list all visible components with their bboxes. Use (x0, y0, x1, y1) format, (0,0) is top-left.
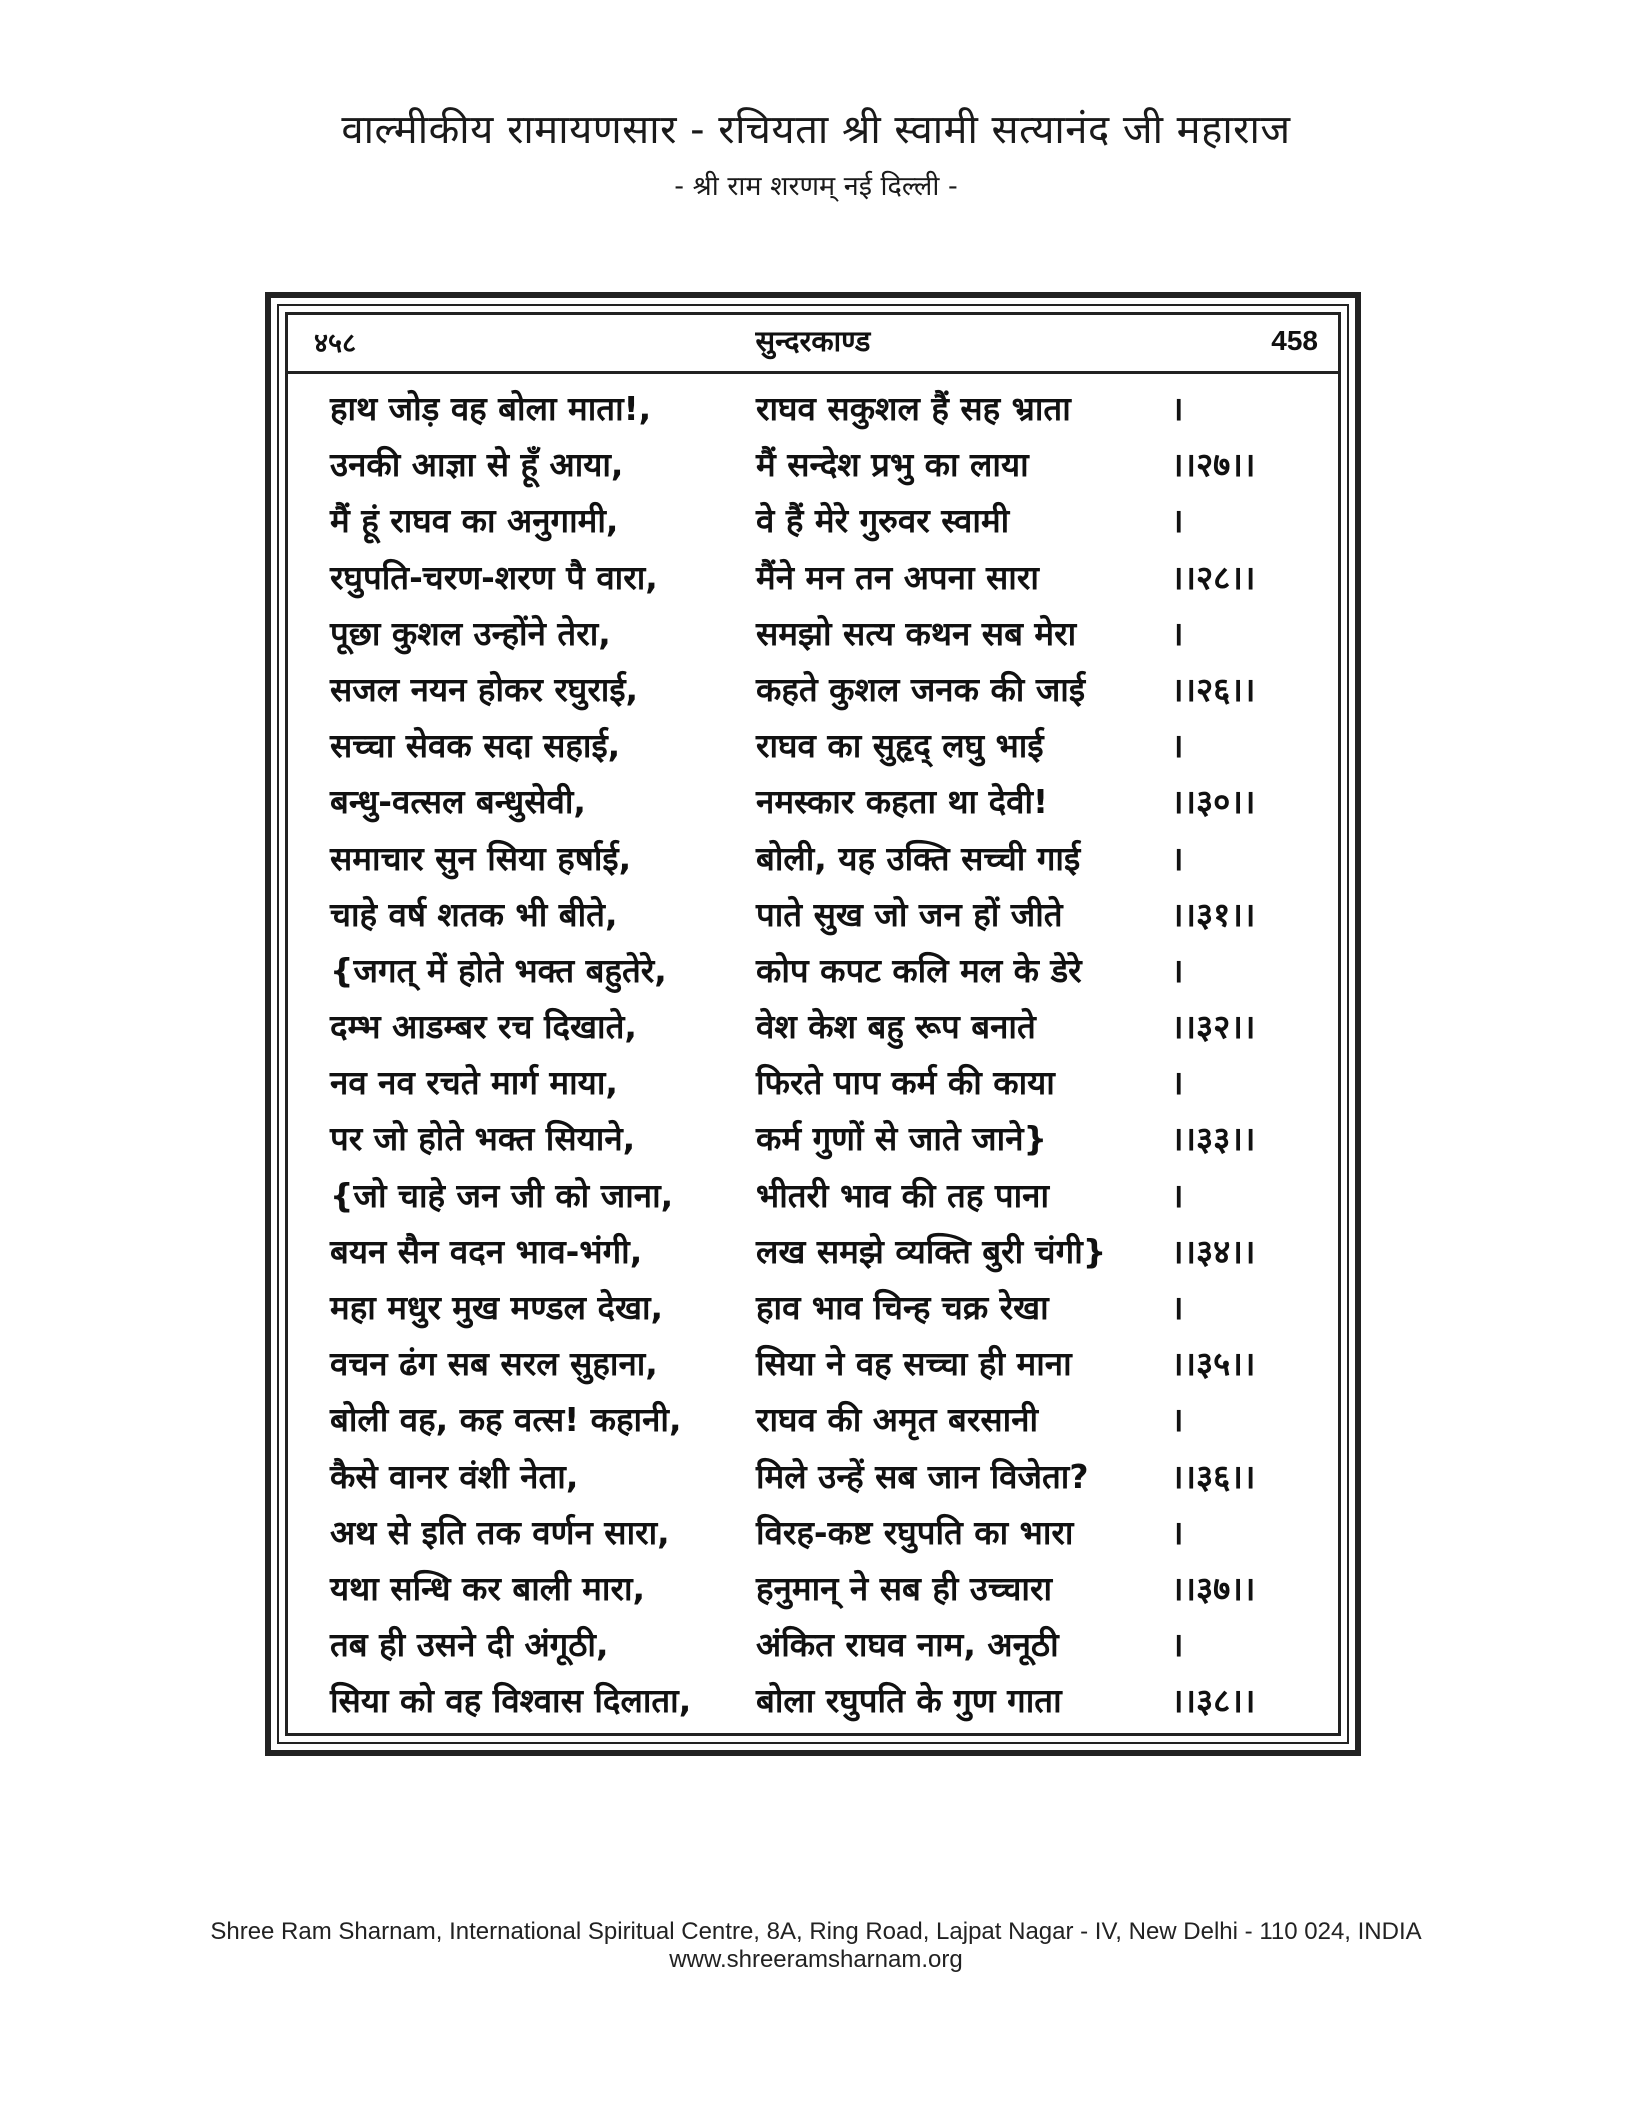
verse-number: ।।३१।। (1171, 894, 1256, 934)
verse-first-half: सिया को वह विश्वास दिलाता, (330, 1681, 692, 1721)
verse-row (288, 1392, 1338, 1448)
verse-number: । (1171, 389, 1184, 428)
footer-url: www.shreeramsharnam.org (669, 1946, 963, 1973)
verse-number: ।।३६।। (1171, 1456, 1256, 1496)
verse-first-half: यथा सन्धि कर बाली मारा, (330, 1568, 646, 1608)
verse-first-half: दम्भ आडम्बर रच दिखाते, (330, 1007, 637, 1047)
verse-first-half: पूछा कुशल उन्होंने तेरा, (330, 613, 611, 653)
verse-row (288, 1336, 1338, 1392)
verse-list (288, 381, 1338, 1730)
verse-row (288, 1055, 1338, 1111)
verse-second-half: कोप कपट कलि मल के डेरे (756, 950, 1082, 990)
verse-second-half: हनुमान् ने सब ही उच्चारा (756, 1568, 1052, 1608)
verse-first-half: तब ही उसने दी अंगूठी, (330, 1625, 609, 1665)
verse-second-half: सिया ने वह सच्चा ही माना (756, 1344, 1072, 1384)
verse-row (288, 1224, 1338, 1280)
page-frame-middle (277, 304, 1349, 1744)
verse-first-half: अथ से इति तक वर्णन सारा, (330, 1512, 670, 1552)
verse-second-half: राघव सकुशल हैं सह भ्राता (756, 389, 1071, 428)
verse-second-half: राघव का सुहृद् लघु भाई (756, 726, 1044, 766)
verse-second-half: कर्म गुणों से जाते जाने} (756, 1119, 1048, 1159)
verse-row (288, 1280, 1338, 1336)
verse-second-half: हाव भाव चिन्ह चक्र रेखा (756, 1288, 1049, 1327)
verse-second-half: समझो सत्य कथन सब मेरा (756, 613, 1077, 653)
verse-first-half: वचन ढंग सब सरल सुहाना, (330, 1344, 658, 1384)
verse-row (288, 718, 1338, 774)
verse-row (288, 437, 1338, 493)
verse-row (288, 381, 1338, 437)
document-title: वाल्मीकीय रामायणसार - रचियता श्री स्वामी सत्यानंद जी महाराज (341, 107, 1291, 153)
verse-number: ।।३७।। (1171, 1568, 1256, 1608)
verse-row (288, 1505, 1338, 1561)
verse-second-half: अंकित राघव नाम, अनूठी (756, 1625, 1059, 1665)
verse-number: ।।३५।। (1171, 1344, 1256, 1384)
verse-number: । (1171, 613, 1184, 653)
verse-row (288, 550, 1338, 606)
verse-row (288, 831, 1338, 887)
verse-number: । (1171, 1175, 1184, 1215)
page-frame (265, 292, 1361, 1756)
verse-row (288, 1449, 1338, 1505)
verse-second-half: फिरते पाप कर्म की काया (756, 1063, 1055, 1103)
verse-first-half: बयन सैन वदन भाव-भंगी, (330, 1231, 643, 1271)
verse-number: ।।२७।। (1171, 445, 1256, 485)
verse-first-half: सच्चा सेवक सदा सहाई, (330, 726, 621, 766)
verse-number: । (1171, 1063, 1184, 1103)
page-frame-inner (285, 312, 1341, 1736)
verse-number: ।।३२।। (1171, 1007, 1256, 1047)
verse-first-half: महा मधुर मुख मण्डल देखा, (330, 1288, 664, 1327)
verse-second-half: वेश केश बहु रूप बनाते (756, 1007, 1036, 1047)
verse-first-half: हाथ जोड़ वह बोला माता!, (330, 389, 652, 428)
verse-first-half: {जो चाहे जन जी को जाना, (330, 1175, 674, 1215)
verse-first-half: उनकी आज्ञा से हूँ आया, (330, 445, 624, 485)
verse-row (288, 606, 1338, 662)
verse-number: ।।३४।। (1171, 1231, 1256, 1271)
verse-first-half: सजल नयन होकर रघुराई, (330, 669, 639, 709)
verse-row (288, 662, 1338, 718)
verse-second-half: पाते सुख जो जन हों जीते (756, 894, 1063, 934)
verse-number: । (1171, 501, 1184, 541)
verse-second-half: मिले उन्हें सब जान विजेता? (756, 1456, 1089, 1496)
verse-second-half: नमस्कार कहता था देवी! (756, 782, 1049, 822)
section-title: सुन्दरकाण्ड (755, 324, 871, 358)
verse-first-half: समाचार सुन सिया हर्षाई, (330, 838, 632, 878)
verse-number: ।।२६।। (1171, 669, 1256, 709)
verse-row (288, 943, 1338, 999)
verse-second-half: मैं सन्देश प्रभु का लाया (756, 445, 1029, 485)
verse-second-half: लख समझे व्यक्ति बुरी चंगी} (756, 1231, 1107, 1271)
verse-first-half: बोली वह, कह वत्स! कहानी, (330, 1400, 682, 1440)
page-number: 458 (1271, 325, 1318, 356)
footer-address: Shree Ram Sharnam, International Spiritual Centre, 8A, Ring Road, Lajpat Nagar - IV, New Delhi - 110 024, INDIA (210, 1918, 1422, 1945)
verse-row (288, 887, 1338, 943)
verse-number: । (1171, 1512, 1184, 1552)
verse-number: । (1171, 1288, 1184, 1327)
verse-number: । (1171, 1625, 1184, 1665)
verse-number: । (1171, 838, 1184, 878)
verse-first-half: नव नव रचते मार्ग माया, (330, 1063, 618, 1103)
verse-second-half: भीतरी भाव की तह पाना (756, 1175, 1050, 1215)
verse-number: ।।३८।। (1171, 1681, 1256, 1721)
verse-row (288, 774, 1338, 830)
verse-first-half: बन्धु-वत्सल बन्धुसेवी, (330, 782, 586, 822)
verse-first-half: मैं हूं राघव का अनुगामी, (330, 501, 619, 541)
verse-second-half: वे हैं मेरे गुरुवर स्वामी (756, 501, 1010, 541)
verse-second-half: विरह-कष्ट रघुपति का भारा (756, 1512, 1074, 1552)
verse-row (288, 1561, 1338, 1617)
verse-second-half: बोली, यह उक्ति सच्ची गाई (756, 838, 1081, 878)
page-number-hindi: ४५८ (314, 328, 357, 359)
verse-row (288, 1617, 1338, 1673)
verse-number: । (1171, 726, 1184, 766)
verse-first-half: पर जो होते भक्त सियाने, (330, 1119, 636, 1159)
verse-first-half: कैसे वानर वंशी नेता, (330, 1456, 579, 1496)
verse-number: ।।३०।। (1171, 782, 1256, 822)
verse-second-half: कहते कुशल जनक की जाई (756, 669, 1086, 709)
verse-row (288, 493, 1338, 549)
page-header (288, 315, 1338, 374)
verse-first-half: {जगत् में होते भक्त बहुतेरे, (330, 950, 667, 990)
verse-second-half: बोला रघुपति के गुण गाता (756, 1681, 1062, 1721)
verse-number: । (1171, 950, 1184, 990)
verse-second-half: मैंने मन तन अपना सारा (756, 557, 1039, 597)
verse-first-half: चाहे वर्ष शतक भी बीते, (330, 894, 618, 934)
document-subtitle: - श्री राम शरणम् नई दिल्ली - (674, 171, 958, 202)
verse-number: ।।३३।। (1171, 1119, 1256, 1159)
verse-number: ।।२८।। (1171, 557, 1256, 597)
verse-row (288, 1673, 1338, 1729)
verse-second-half: राघव की अमृत बरसानी (756, 1400, 1039, 1440)
verse-row (288, 1111, 1338, 1167)
verse-row (288, 999, 1338, 1055)
verse-row (288, 1168, 1338, 1224)
verse-first-half: रघुपति-चरण-शरण पै वारा, (330, 557, 658, 597)
verse-number: । (1171, 1400, 1184, 1440)
